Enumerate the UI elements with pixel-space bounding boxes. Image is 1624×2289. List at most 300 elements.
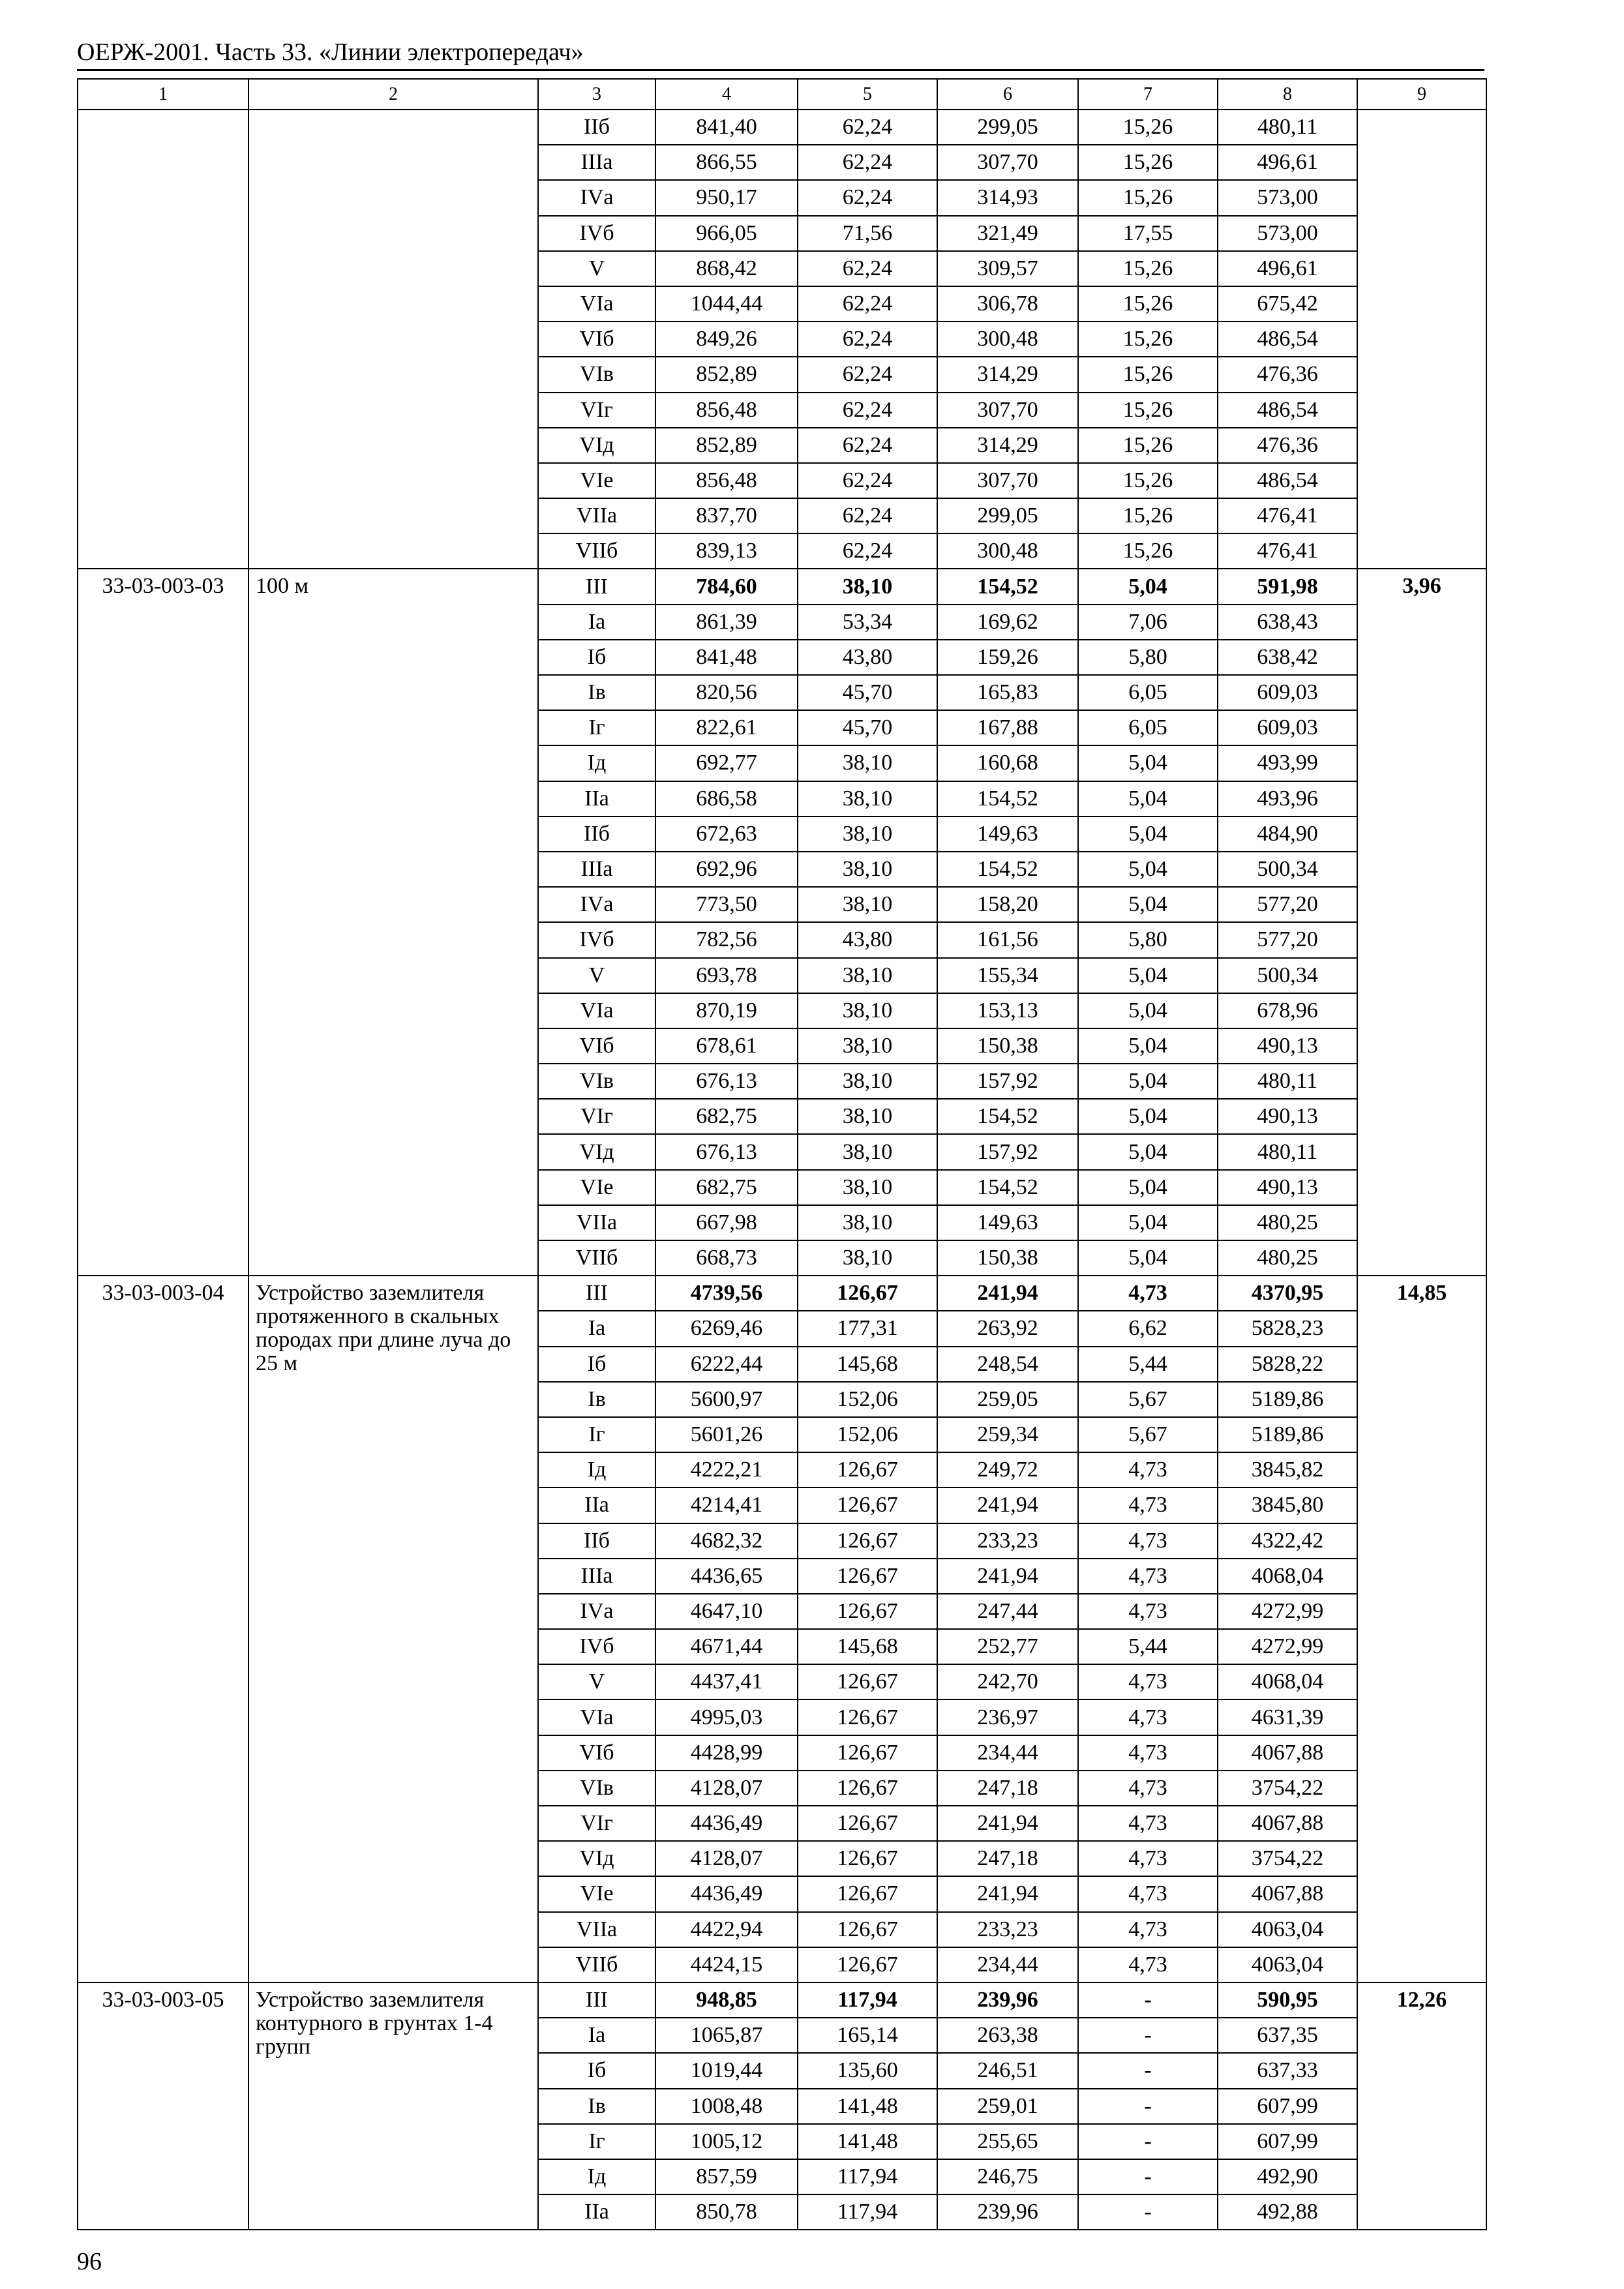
value-cell: 154,52 <box>937 1099 1078 1134</box>
value-cell: 15,26 <box>1078 463 1218 498</box>
zone-cell: IIа <box>538 1488 655 1523</box>
value-cell: 126,67 <box>798 1594 937 1629</box>
value-cell: 154,52 <box>937 852 1078 887</box>
value-cell: 852,89 <box>655 357 798 392</box>
value-cell: 5,04 <box>1078 816 1218 852</box>
zone-cell: Iд <box>538 1452 655 1488</box>
value-cell: 868,42 <box>655 251 798 286</box>
value-cell: 1019,44 <box>655 2053 798 2088</box>
zone-cell: VIб <box>538 1735 655 1771</box>
value-cell: 62,24 <box>798 286 937 322</box>
zone-cell: IVб <box>538 216 655 251</box>
value-cell: 154,52 <box>937 569 1078 604</box>
value-cell: 839,13 <box>655 533 798 569</box>
value-cell: 500,34 <box>1218 958 1357 993</box>
value-cell: 249,72 <box>937 1452 1078 1488</box>
rate-code: 33-03-003-03 <box>78 569 248 1276</box>
value-cell: - <box>1078 2194 1218 2230</box>
value-cell: 5,04 <box>1078 1205 1218 1240</box>
value-cell: 6269,46 <box>655 1311 798 1346</box>
zone-cell: IIIа <box>538 145 655 180</box>
value-cell: 3754,22 <box>1218 1841 1357 1876</box>
table-row <box>78 1276 1486 1311</box>
zone-cell: VIа <box>538 286 655 322</box>
value-cell: 154,52 <box>937 1170 1078 1205</box>
value-cell: 141,48 <box>798 2089 937 2124</box>
zone-cell: VIг <box>538 1099 655 1134</box>
value-cell: 500,34 <box>1218 852 1357 887</box>
work-description: Устройство заземлителя контурного в грунтах 1-4 групп <box>248 1982 538 2230</box>
value-cell: 152,06 <box>798 1417 937 1452</box>
value-cell: 247,18 <box>937 1841 1078 1876</box>
value-cell: 126,67 <box>798 1488 937 1523</box>
value-cell: 62,24 <box>798 463 937 498</box>
zone-cell: VIв <box>538 357 655 392</box>
value-cell: 4,73 <box>1078 1771 1218 1806</box>
zone-cell: Iв <box>538 2089 655 2124</box>
value-cell: 4436,65 <box>655 1559 798 1594</box>
value-cell: 306,78 <box>937 286 1078 322</box>
value-cell: 590,95 <box>1218 1982 1357 2018</box>
value-cell: 6,05 <box>1078 710 1218 745</box>
value-cell: 841,48 <box>655 640 798 675</box>
value-cell: 309,57 <box>937 251 1078 286</box>
value-cell: 5,04 <box>1078 958 1218 993</box>
value-cell: 157,92 <box>937 1134 1078 1169</box>
zone-cell: VIг <box>538 393 655 428</box>
value-cell: 5828,23 <box>1218 1311 1357 1346</box>
value-cell: 4,73 <box>1078 1488 1218 1523</box>
value-cell: 126,67 <box>798 1735 937 1771</box>
value-cell: 5,04 <box>1078 852 1218 887</box>
value-cell: 15,26 <box>1078 145 1218 180</box>
work-description: Устройство заземлителя протяженного в скальных породах при длине луча до 25 м <box>248 1276 538 1982</box>
value-cell: 161,56 <box>937 922 1078 957</box>
value-cell: 247,44 <box>937 1594 1078 1629</box>
zone-cell: VIг <box>538 1806 655 1841</box>
value-cell: 1008,48 <box>655 2089 798 2124</box>
value-cell: 3845,82 <box>1218 1452 1357 1488</box>
value-cell: 4682,32 <box>655 1523 798 1559</box>
value-cell: 38,10 <box>798 1099 937 1134</box>
column-number-row <box>78 79 1486 110</box>
zone-cell: VIе <box>538 1170 655 1205</box>
value-cell: 4424,15 <box>655 1947 798 1982</box>
value-cell: 837,70 <box>655 498 798 533</box>
value-cell: 4067,88 <box>1218 1806 1357 1841</box>
value-cell: 15,26 <box>1078 251 1218 286</box>
zone-cell: VIIб <box>538 533 655 569</box>
page-number: 96 <box>77 2248 102 2275</box>
value-cell: 856,48 <box>655 393 798 428</box>
zone-cell: III <box>538 1982 655 2018</box>
value-cell: 4,73 <box>1078 1841 1218 1876</box>
value-cell: 866,55 <box>655 145 798 180</box>
value-cell: 5,44 <box>1078 1629 1218 1664</box>
value-cell: 242,70 <box>937 1664 1078 1699</box>
value-cell: 157,92 <box>937 1064 1078 1099</box>
value-cell: 15,26 <box>1078 357 1218 392</box>
zone-cell: IVа <box>538 180 655 215</box>
zone-cell: VIIа <box>538 1205 655 1240</box>
value-cell: 38,10 <box>798 958 937 993</box>
value-cell: 15,26 <box>1078 110 1218 145</box>
zone-cell: IIIа <box>538 852 655 887</box>
value-cell: 4,73 <box>1078 1947 1218 1982</box>
value-cell: 850,78 <box>655 2194 798 2230</box>
value-cell: 239,96 <box>937 2194 1078 2230</box>
value-cell: 6,05 <box>1078 675 1218 710</box>
zone-cell: Iа <box>538 605 655 640</box>
value-cell: 15,26 <box>1078 393 1218 428</box>
column-number: 3 <box>538 79 655 110</box>
value-cell: 493,99 <box>1218 745 1357 781</box>
value-cell: 682,75 <box>655 1099 798 1134</box>
value-cell: 857,59 <box>655 2159 798 2194</box>
value-cell: 4671,44 <box>655 1629 798 1664</box>
value-cell: 126,67 <box>798 1559 937 1594</box>
zone-cell: VIIб <box>538 1947 655 1982</box>
column-9-value: 3,96 <box>1357 569 1486 1276</box>
zone-cell: VIа <box>538 1699 655 1735</box>
zone-cell: VIб <box>538 1028 655 1064</box>
value-cell: 241,94 <box>937 1806 1078 1841</box>
value-cell: 7,06 <box>1078 605 1218 640</box>
value-cell: 476,36 <box>1218 357 1357 392</box>
value-cell: 307,70 <box>937 145 1078 180</box>
rate-code: 33-03-003-05 <box>78 1982 248 2230</box>
value-cell: 5,67 <box>1078 1417 1218 1452</box>
value-cell: 496,61 <box>1218 145 1357 180</box>
zone-cell: IVа <box>538 1594 655 1629</box>
value-cell: 158,20 <box>937 887 1078 922</box>
value-cell: 252,77 <box>937 1629 1078 1664</box>
value-cell: 693,78 <box>655 958 798 993</box>
value-cell: 486,54 <box>1218 463 1357 498</box>
value-cell: 678,96 <box>1218 993 1357 1028</box>
value-cell: 849,26 <box>655 322 798 357</box>
value-cell: 15,26 <box>1078 498 1218 533</box>
value-cell: 38,10 <box>798 569 937 604</box>
value-cell: 692,96 <box>655 852 798 887</box>
value-cell: 62,24 <box>798 428 937 463</box>
value-cell: 117,94 <box>798 2194 937 2230</box>
value-cell: 38,10 <box>798 1134 937 1169</box>
value-cell: 3845,80 <box>1218 1488 1357 1523</box>
value-cell: 5,80 <box>1078 922 1218 957</box>
value-cell: 4,73 <box>1078 1735 1218 1771</box>
value-cell: 4,73 <box>1078 1523 1218 1559</box>
value-cell: 126,67 <box>798 1664 937 1699</box>
zone-cell: Iд <box>538 745 655 781</box>
zone-cell: III <box>538 569 655 604</box>
value-cell: 607,99 <box>1218 2124 1357 2159</box>
zone-cell: Iд <box>538 2159 655 2194</box>
value-cell: 966,05 <box>655 216 798 251</box>
value-cell: 4436,49 <box>655 1806 798 1841</box>
value-cell: 126,67 <box>798 1841 937 1876</box>
value-cell: 6222,44 <box>655 1347 798 1382</box>
value-cell: 314,29 <box>937 428 1078 463</box>
zone-cell: Iа <box>538 1311 655 1346</box>
value-cell: 607,99 <box>1218 2089 1357 2124</box>
value-cell: 300,48 <box>937 322 1078 357</box>
value-cell: 38,10 <box>798 1064 937 1099</box>
value-cell: 4436,49 <box>655 1876 798 1911</box>
value-cell: 668,73 <box>655 1240 798 1276</box>
value-cell: 5189,86 <box>1218 1382 1357 1417</box>
value-cell: 299,05 <box>937 110 1078 145</box>
value-cell: 476,41 <box>1218 498 1357 533</box>
value-cell: 822,61 <box>655 710 798 745</box>
value-cell: 1065,87 <box>655 2018 798 2053</box>
zone-cell: Iг <box>538 1417 655 1452</box>
value-cell: 672,63 <box>655 816 798 852</box>
value-cell: 476,36 <box>1218 428 1357 463</box>
zone-cell: VIе <box>538 1876 655 1911</box>
zone-cell: VIIб <box>538 1240 655 1276</box>
value-cell: 159,26 <box>937 640 1078 675</box>
value-cell: 15,26 <box>1078 533 1218 569</box>
rate-code <box>78 110 248 569</box>
value-cell: 43,80 <box>798 922 937 957</box>
value-cell: 484,90 <box>1218 816 1357 852</box>
value-cell: 675,42 <box>1218 286 1357 322</box>
value-cell: 71,56 <box>798 216 937 251</box>
zone-cell: IIа <box>538 781 655 816</box>
value-cell: 4067,88 <box>1218 1735 1357 1771</box>
table-row <box>78 569 1486 604</box>
work-description: 100 м <box>248 569 538 1276</box>
value-cell: 6,62 <box>1078 1311 1218 1346</box>
value-cell: 117,94 <box>798 2159 937 2194</box>
value-cell: 490,13 <box>1218 1170 1357 1205</box>
value-cell: 38,10 <box>798 887 937 922</box>
zone-cell: V <box>538 958 655 993</box>
value-cell: 492,88 <box>1218 2194 1357 2230</box>
value-cell: 667,98 <box>655 1205 798 1240</box>
zone-cell: Iб <box>538 640 655 675</box>
value-cell: 241,94 <box>937 1488 1078 1523</box>
value-cell: 682,75 <box>655 1170 798 1205</box>
value-cell: 247,18 <box>937 1771 1078 1806</box>
value-cell: - <box>1078 2159 1218 2194</box>
value-cell: 4995,03 <box>655 1699 798 1735</box>
value-cell: 573,00 <box>1218 180 1357 215</box>
value-cell: 486,54 <box>1218 393 1357 428</box>
zone-cell: VIа <box>538 993 655 1028</box>
value-cell: 62,24 <box>798 498 937 533</box>
zone-cell: V <box>538 251 655 286</box>
value-cell: 126,67 <box>798 1452 937 1488</box>
value-cell: 5,04 <box>1078 993 1218 1028</box>
value-cell: 263,92 <box>937 1311 1078 1346</box>
value-cell: - <box>1078 2018 1218 2053</box>
value-cell: 638,42 <box>1218 640 1357 675</box>
value-cell: 150,38 <box>937 1028 1078 1064</box>
value-cell: 5,04 <box>1078 887 1218 922</box>
value-cell: 5,04 <box>1078 1028 1218 1064</box>
zone-cell: IIб <box>538 1523 655 1559</box>
value-cell: 62,24 <box>798 180 937 215</box>
value-cell: 5601,26 <box>655 1417 798 1452</box>
value-cell: 321,49 <box>937 216 1078 251</box>
column-number: 9 <box>1357 79 1486 110</box>
value-cell: 609,03 <box>1218 675 1357 710</box>
value-cell: - <box>1078 2053 1218 2088</box>
value-cell: 45,70 <box>798 710 937 745</box>
value-cell: 4,73 <box>1078 1559 1218 1594</box>
value-cell: 3754,22 <box>1218 1771 1357 1806</box>
column-number: 8 <box>1218 79 1357 110</box>
value-cell: 5828,22 <box>1218 1347 1357 1382</box>
value-cell: 15,26 <box>1078 286 1218 322</box>
value-cell: 490,13 <box>1218 1099 1357 1134</box>
value-cell: 5,04 <box>1078 569 1218 604</box>
value-cell: 950,17 <box>655 180 798 215</box>
value-cell: 126,67 <box>798 1523 937 1559</box>
value-cell: 314,29 <box>937 357 1078 392</box>
zone-cell: IIб <box>538 816 655 852</box>
value-cell: 5,44 <box>1078 1347 1218 1382</box>
page-header: ОЕРЖ-2001. Часть 33. «Линии электропередач» <box>77 38 584 66</box>
value-cell: 62,24 <box>798 322 937 357</box>
value-cell: 577,20 <box>1218 922 1357 957</box>
value-cell: 239,96 <box>937 1982 1078 2018</box>
value-cell: 4068,04 <box>1218 1664 1357 1699</box>
value-cell: 782,56 <box>655 922 798 957</box>
column-9-value <box>1357 110 1486 569</box>
value-cell: 153,13 <box>937 993 1078 1028</box>
value-cell: 126,67 <box>798 1806 937 1841</box>
value-cell: 165,14 <box>798 2018 937 2053</box>
value-cell: 259,05 <box>937 1382 1078 1417</box>
value-cell: 486,54 <box>1218 322 1357 357</box>
zone-cell: V <box>538 1664 655 1699</box>
value-cell: 637,35 <box>1218 2018 1357 2053</box>
value-cell: 263,38 <box>937 2018 1078 2053</box>
value-cell: 577,20 <box>1218 887 1357 922</box>
value-cell: 4,73 <box>1078 1594 1218 1629</box>
value-cell: 5,04 <box>1078 1064 1218 1099</box>
column-number: 2 <box>248 79 538 110</box>
value-cell: 154,52 <box>937 781 1078 816</box>
value-cell: 4631,39 <box>1218 1699 1357 1735</box>
value-cell: 135,60 <box>798 2053 937 2088</box>
table-row <box>78 110 1486 145</box>
value-cell: 4067,88 <box>1218 1876 1357 1911</box>
value-cell: 1005,12 <box>655 2124 798 2159</box>
value-cell: 167,88 <box>937 710 1078 745</box>
column-number: 4 <box>655 79 798 110</box>
value-cell: 784,60 <box>655 569 798 604</box>
value-cell: 4422,94 <box>655 1912 798 1947</box>
column-number: 1 <box>78 79 248 110</box>
value-cell: 234,44 <box>937 1735 1078 1771</box>
zone-cell: III <box>538 1276 655 1311</box>
value-cell: 62,24 <box>798 110 937 145</box>
zone-cell: VIIа <box>538 1912 655 1947</box>
value-cell: 15,26 <box>1078 322 1218 357</box>
value-cell: 233,23 <box>937 1523 1078 1559</box>
value-cell: 692,77 <box>655 745 798 781</box>
value-cell: 241,94 <box>937 1876 1078 1911</box>
value-cell: 126,67 <box>798 1947 937 1982</box>
value-cell: 4222,21 <box>655 1452 798 1488</box>
value-cell: 493,96 <box>1218 781 1357 816</box>
value-cell: 5,67 <box>1078 1382 1218 1417</box>
zone-cell: VIе <box>538 463 655 498</box>
value-cell: 4,73 <box>1078 1876 1218 1911</box>
zone-cell: IIIа <box>538 1559 655 1594</box>
value-cell: 820,56 <box>655 675 798 710</box>
value-cell: 126,67 <box>798 1276 937 1311</box>
value-cell: 307,70 <box>937 393 1078 428</box>
value-cell: 480,25 <box>1218 1240 1357 1276</box>
value-cell: 15,26 <box>1078 428 1218 463</box>
value-cell: 314,93 <box>937 180 1078 215</box>
value-cell: 246,51 <box>937 2053 1078 2088</box>
value-cell: 4214,41 <box>655 1488 798 1523</box>
value-cell: 241,94 <box>937 1276 1078 1311</box>
value-cell: 4322,42 <box>1218 1523 1357 1559</box>
value-cell: 62,24 <box>798 357 937 392</box>
value-cell: 4068,04 <box>1218 1559 1357 1594</box>
value-cell: 155,34 <box>937 958 1078 993</box>
zone-cell: IIа <box>538 2194 655 2230</box>
value-cell: 241,94 <box>937 1559 1078 1594</box>
zone-cell: IVа <box>538 887 655 922</box>
rate-code: 33-03-003-04 <box>78 1276 248 1982</box>
value-cell: 852,89 <box>655 428 798 463</box>
value-cell: 4,73 <box>1078 1806 1218 1841</box>
value-cell: 591,98 <box>1218 569 1357 604</box>
value-cell: 149,63 <box>937 1205 1078 1240</box>
value-cell: 4272,99 <box>1218 1629 1357 1664</box>
zone-cell: Iб <box>538 1347 655 1382</box>
zone-cell: VIв <box>538 1064 655 1099</box>
value-cell: 126,67 <box>798 1771 937 1806</box>
value-cell: 299,05 <box>937 498 1078 533</box>
value-cell: 307,70 <box>937 463 1078 498</box>
value-cell: 177,31 <box>798 1311 937 1346</box>
value-cell: 496,61 <box>1218 251 1357 286</box>
value-cell: 4,73 <box>1078 1912 1218 1947</box>
zone-cell: VIб <box>538 322 655 357</box>
value-cell: 248,54 <box>937 1347 1078 1382</box>
value-cell: 773,50 <box>655 887 798 922</box>
value-cell: 145,68 <box>798 1347 937 1382</box>
value-cell: 490,13 <box>1218 1028 1357 1064</box>
value-cell: 169,62 <box>937 605 1078 640</box>
value-cell: 676,13 <box>655 1064 798 1099</box>
value-cell: 1044,44 <box>655 286 798 322</box>
value-cell: 38,10 <box>798 1240 937 1276</box>
value-cell: 246,75 <box>937 2159 1078 2194</box>
value-cell: 62,24 <box>798 145 937 180</box>
value-cell: 5,04 <box>1078 1134 1218 1169</box>
value-cell: 38,10 <box>798 1170 937 1205</box>
value-cell: 4,73 <box>1078 1664 1218 1699</box>
value-cell: 117,94 <box>798 1982 937 2018</box>
value-cell: 5189,86 <box>1218 1417 1357 1452</box>
value-cell: 62,24 <box>798 533 937 569</box>
value-cell: 145,68 <box>798 1629 937 1664</box>
value-cell: 38,10 <box>798 816 937 852</box>
value-cell: 492,90 <box>1218 2159 1357 2194</box>
value-cell: 476,41 <box>1218 533 1357 569</box>
value-cell: 43,80 <box>798 640 937 675</box>
